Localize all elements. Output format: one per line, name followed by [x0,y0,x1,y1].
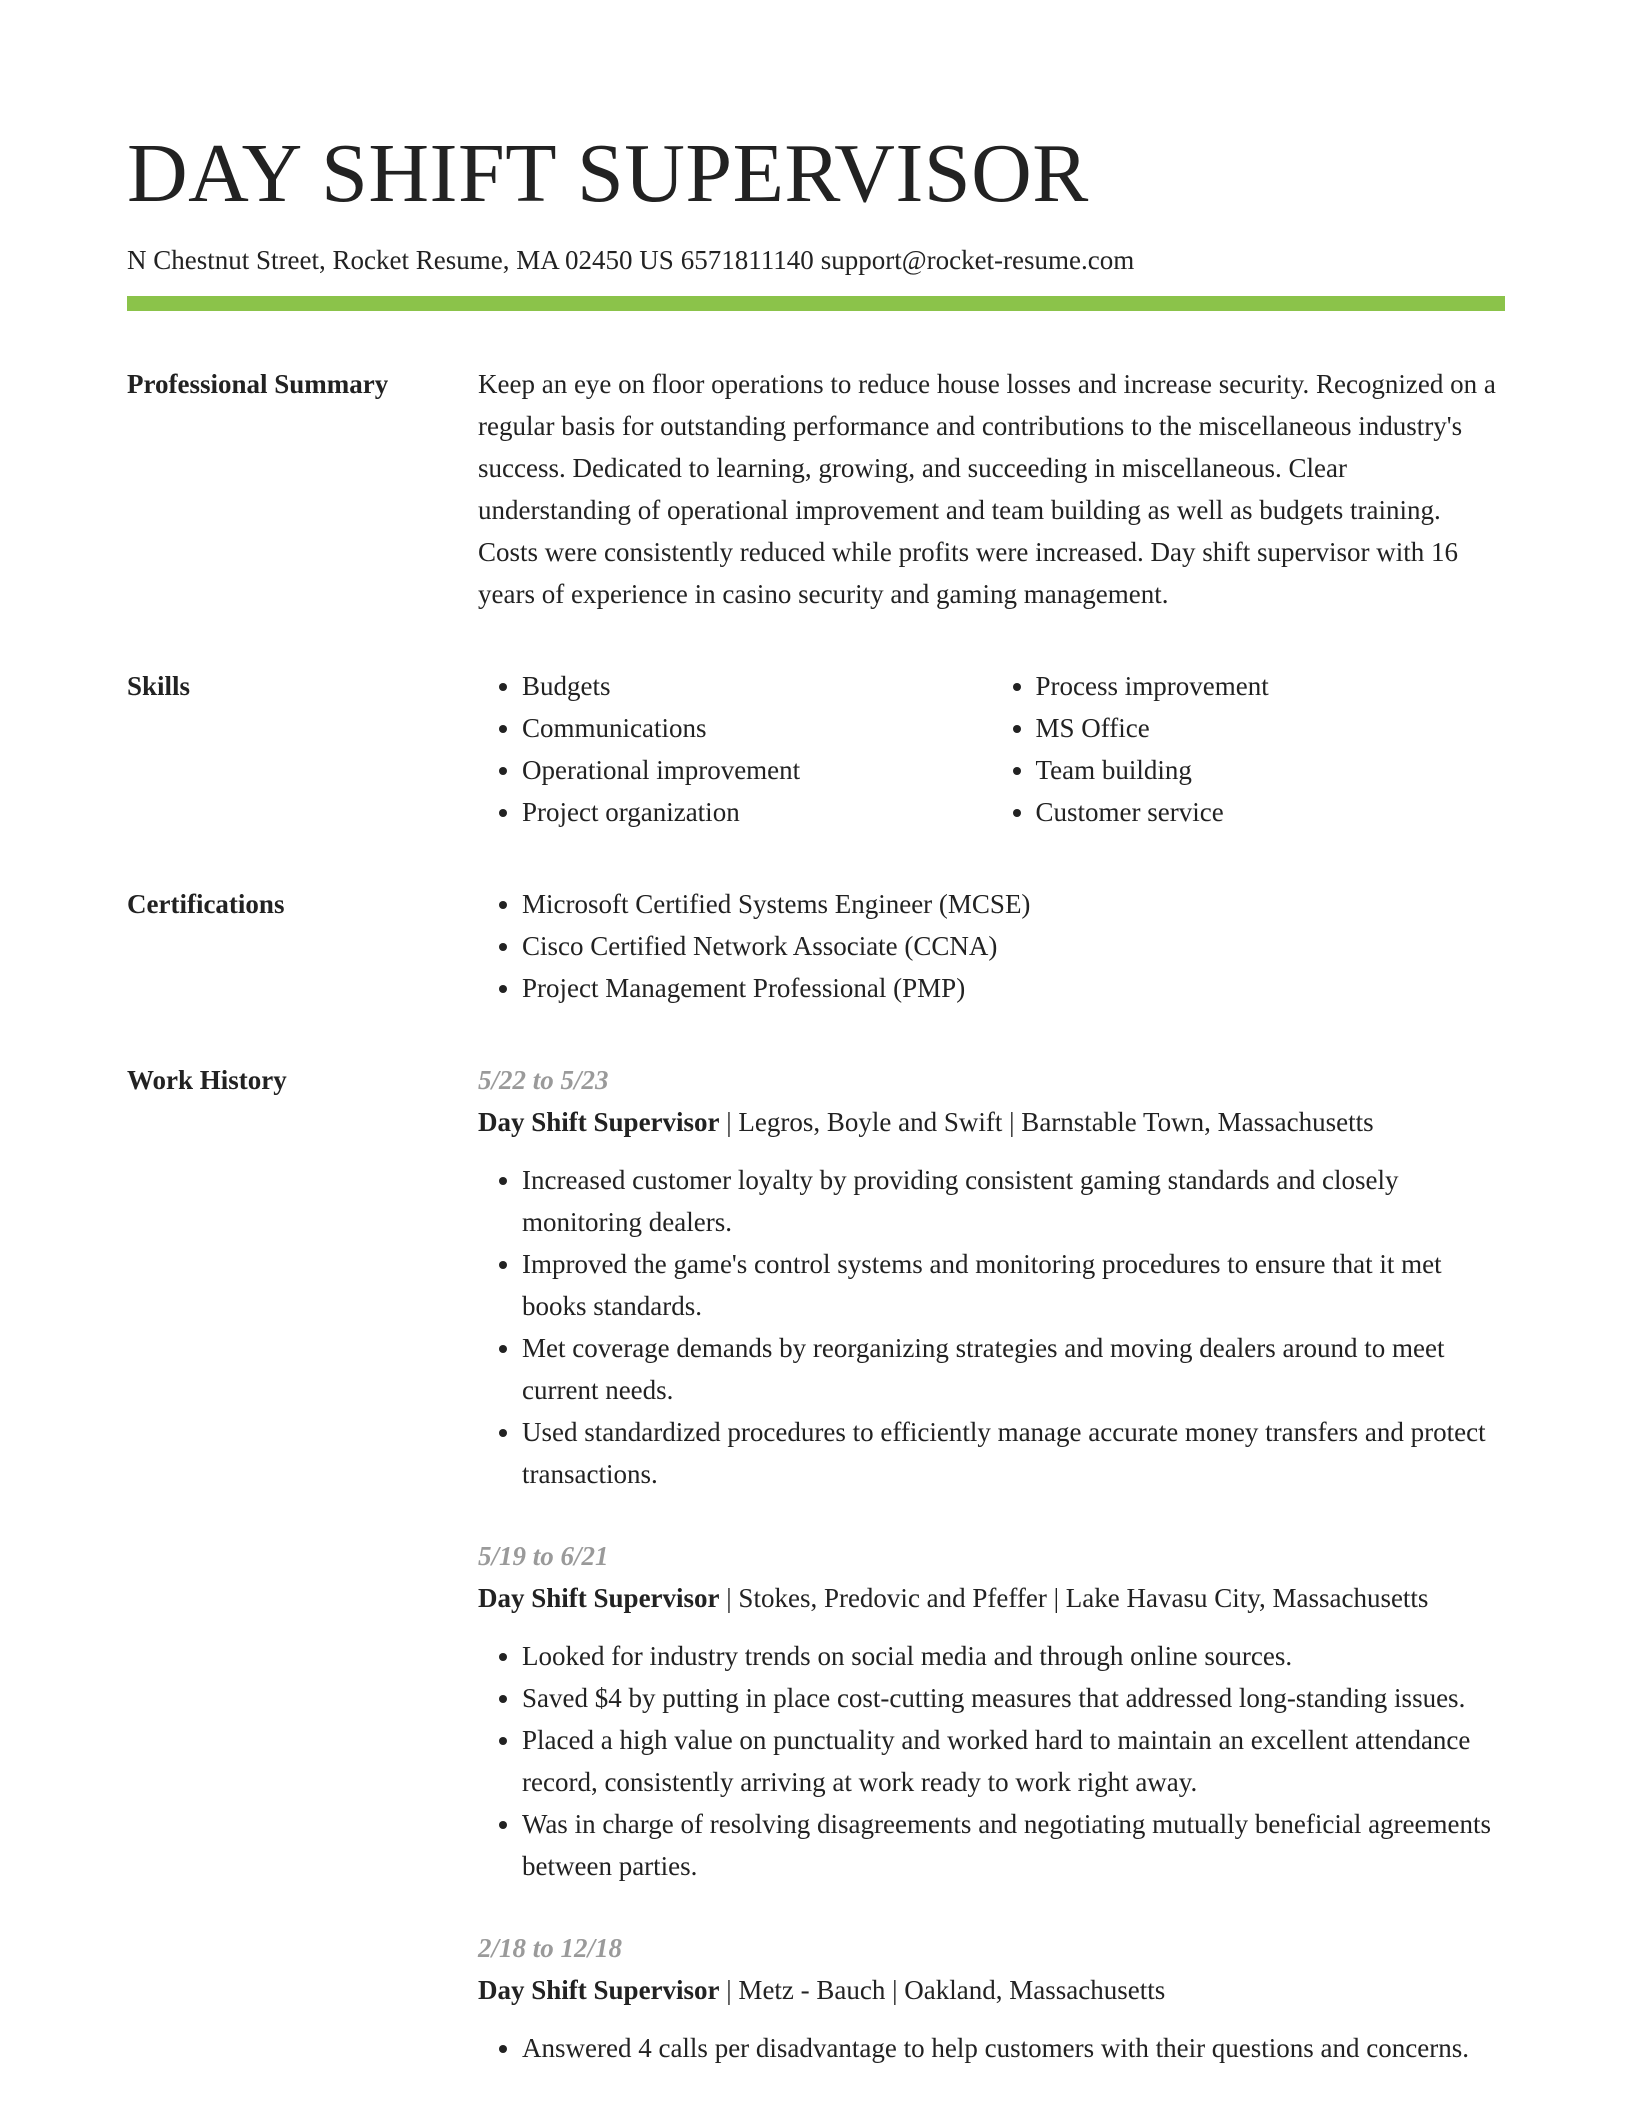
list-item: • Process improvement [1036,665,1506,707]
job-dates: 2/18 to 12/18 [478,1933,623,1964]
certifications-section [127,883,1505,1009]
job-details: | Metz - Bauch | Oakland, Massachusetts [719,1975,1166,2006]
accent-divider [127,296,1505,311]
section-title: Work History [127,1065,287,1096]
list-item: • Was in charge of resolving disagreements and negotiating mutually beneficial agreements between parties. [522,1803,1505,1887]
work-history-section [127,1059,1505,2069]
list-item: • Customer service [1036,791,1506,833]
job-details: | Stokes, Predovic and Pfeffer | Lake Havasu City, Massachusetts [719,1583,1429,1614]
list-item: • Increased customer loyalty by providing consistent gaming standards and closely monitoring dealers. [522,1159,1505,1243]
summary-text: Keep an eye on floor operations to reduce house losses and increase security. Recognized on a regular basis for outstanding performance and contributions to the miscellaneous industry's success. Dedicated to learning, growing, and succeeding in miscellaneous. Clear understanding of operational improvement and team building as well as budgets training. Costs were consistently reduced while profits were increased. Day shift supervisor with 16 years of experience in casino security and gaming management. [478,369,1496,610]
skills-section [127,665,1505,833]
job-bullets [478,1159,1505,1495]
list-item: • Microsoft Certified Systems Engineer (MCSE) [522,883,1505,925]
list-item: • Cisco Certified Network Associate (CCNA) [522,925,1505,967]
phone: 6571811140 [680,245,814,275]
job-bullets [478,2027,1505,2069]
job-dates: 5/19 to 6/21 [478,1541,609,1572]
email: support@rocket-resume.com [820,245,1135,275]
list-item: • Looked for industry trends on social media and through online sources. [522,1635,1505,1677]
skills-list-right [992,665,1506,833]
list-item: • MS Office [1036,707,1506,749]
certifications-list [478,883,1505,1009]
section-title: Professional Summary [127,369,389,400]
job-title-line [478,1101,1505,1143]
list-item: • Saved $4 by putting in place cost-cutting measures that addressed long-standing issues. [522,1677,1505,1719]
job-entry [478,1059,1505,1495]
summary-section [127,363,1505,615]
section-title: Certifications [127,889,285,920]
list-item: • Met coverage demands by reorganizing strategies and moving dealers around to meet current needs. [522,1327,1505,1411]
list-item: • Placed a high value on punctuality and worked hard to maintain an excellent attendance record, consistently arriving at work ready to work right away. [522,1719,1505,1803]
job-role: Day Shift Supervisor [478,1975,720,2006]
list-item: • Answered 4 calls per disadvantage to help customers with their questions and concerns. [522,2027,1505,2069]
list-item: • Project Management Professional (PMP) [522,967,1505,1009]
section-title: Skills [127,671,191,702]
list-item: • Improved the game's control systems and monitoring procedures to ensure that it met books standards. [522,1243,1505,1327]
job-bullets [478,1635,1505,1887]
list-item: • Project organization [522,791,992,833]
job-title-line [478,1969,1505,2011]
job-entry [478,1927,1505,2069]
job-details: | Legros, Boyle and Swift | Barnstable Town, Massachusetts [719,1107,1374,1138]
contact-line [127,244,1505,276]
skills-list-left [478,665,992,833]
job-dates: 5/22 to 5/23 [478,1065,609,1096]
list-item: • Budgets [522,665,992,707]
address: N Chestnut Street, Rocket Resume, MA 02450 US [127,245,674,275]
job-title-line [478,1577,1505,1619]
list-item: • Communications [522,707,992,749]
job-role: Day Shift Supervisor [478,1583,720,1614]
job-entry [478,1535,1505,1887]
candidate-name: DAY SHIFT SUPERVISOR [127,127,1089,220]
job-role: Day Shift Supervisor [478,1107,720,1138]
list-item: • Used standardized procedures to efficiently manage accurate money transfers and protect transactions. [522,1411,1505,1495]
list-item: • Operational improvement [522,749,992,791]
list-item: • Team building [1036,749,1506,791]
